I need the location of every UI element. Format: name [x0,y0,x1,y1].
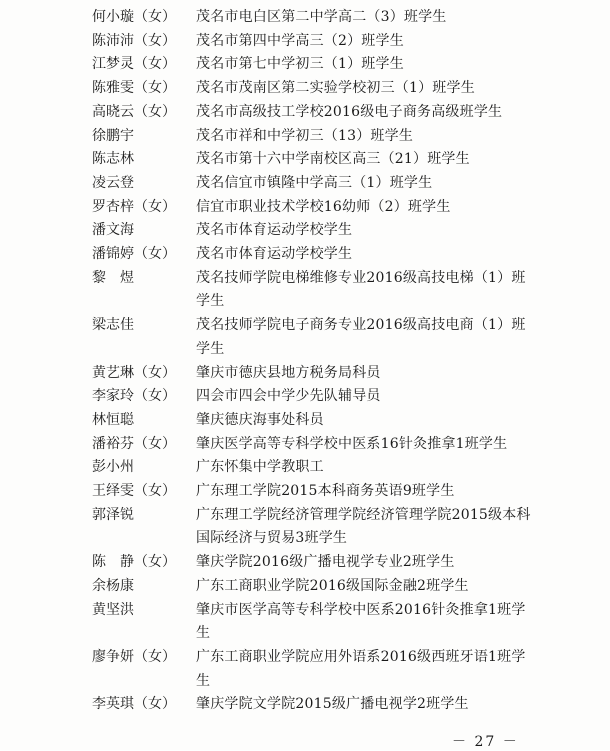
person-description: 茂名市第七中学初三（1）班学生 [196,56,404,73]
person-description: 茂名市茂南区第二实验学校初三（1）班学生 [196,80,475,97]
list-item [92,575,532,599]
list-item [92,409,532,433]
person-name: 郭泽锐 [92,506,134,523]
list-item [92,693,532,717]
list-item [92,551,532,575]
list-item [92,456,532,480]
list-item [92,172,532,196]
list-item [92,6,532,30]
person-name: 何小璇（女） [92,9,176,25]
person-description: 广东怀集中学教职工 [196,459,324,476]
person-description: 肇庆德庆海事处科员 [196,411,324,428]
list-item [92,53,532,77]
person-description: 肇庆市德庆县地方税务局科员 [196,364,381,381]
person-description: 茂名市体育运动学校学生 [196,222,353,239]
person-description: 肇庆学院2016级广播电视学专业2班学生 [196,554,455,571]
person-description: 茂名市第四中学高三（2）班学生 [196,32,404,49]
list-item [92,385,532,409]
list-item [92,362,532,386]
person-name: 高晓云（女） [92,103,176,120]
person-description: 茂名市高级技工学校2016级电子商务高级班学生 [196,103,503,120]
list-item [92,480,532,504]
person-name: 黄艺琳（女） [92,364,176,381]
person-name: 李英琪（女） [92,696,176,713]
person-name: 陈雅雯（女） [92,80,176,97]
person-name: 黎 煜 [92,269,134,286]
list-item [92,219,532,243]
person-description: 茂名市第十六中学南校区高三（21）班学生 [196,151,470,168]
person-name: 江梦灵（女） [92,56,176,73]
person-description: 肇庆学院文学院2015级广播电视学2班学生 [196,696,469,713]
person-name: 潘文海 [92,222,134,239]
person-description: 茂名信宜市镇隆中学高三（1）班学生 [196,174,433,191]
list-item [92,148,532,172]
list-item [92,314,532,361]
person-description: 肇庆医学高等专科学校中医系16针灸推拿1班学生 [196,435,508,452]
person-name: 王绎雯（女） [92,483,176,500]
list-item [92,125,532,149]
person-name: 梁志佳 [92,317,134,334]
person-name: 余杨康 [92,577,134,594]
person-name: 陈志林 [92,151,134,168]
person-name: 陈 静（女） [92,554,176,571]
person-name: 黄坚洪 [92,601,134,618]
person-description: 茂名技师学院电梯维修专业2016级高技电梯（1）班学生 [196,269,526,310]
list-item [92,243,532,267]
list-item [92,30,532,54]
list-item [92,101,532,125]
person-name: 潘裕芬（女） [92,435,176,452]
person-name: 陈沛沛（女） [92,32,176,49]
person-name: 徐鹏宇 [92,127,134,144]
list-item [92,196,532,220]
list-item [92,504,532,551]
person-name: 凌云登 [92,174,134,191]
page-number: － 27 － [452,734,519,750]
person-description: 茂名技师学院电子商务专业2016级高技电商（1）班学生 [196,317,526,357]
list-item [92,267,532,314]
person-name: 李家玲（女） [92,388,176,405]
list-item [92,77,532,101]
person-description: 茂名市祥和中学初三（13）班学生 [196,127,414,144]
award-list [92,6,532,717]
person-description: 四会市四会中学少先队辅导员 [196,388,381,405]
person-description: 茂名市体育运动学校学生 [196,246,353,263]
person-description: 信宜市职业技术学校16幼师（2）班学生 [196,198,451,215]
person-name: 罗杏梓（女） [92,198,176,215]
person-description: 肇庆市医学高等专科学校中医系2016针灸推拿1班学生 [196,601,526,642]
person-name: 彭小州 [92,459,134,476]
person-description: 茂名市电白区第二中学高二（3）班学生 [196,9,447,25]
person-description: 广东工商职业学院应用外语系2016级西班牙语1班学生 [196,648,526,689]
list-item [92,433,532,457]
list-item [92,646,532,693]
person-description: 广东工商职业学院2016级国际金融2班学生 [196,577,469,594]
person-description: 广东理工学院经济管理学院经济管理学院2015级本科国际经济与贸易3班学生 [196,506,531,547]
person-name: 廖争妍（女） [92,648,176,665]
list-item [92,599,532,646]
person-description: 广东理工学院2015本科商务英语9班学生 [196,483,455,500]
person-name: 潘锦婷（女） [92,246,176,263]
person-name: 林恒聪 [92,411,134,428]
